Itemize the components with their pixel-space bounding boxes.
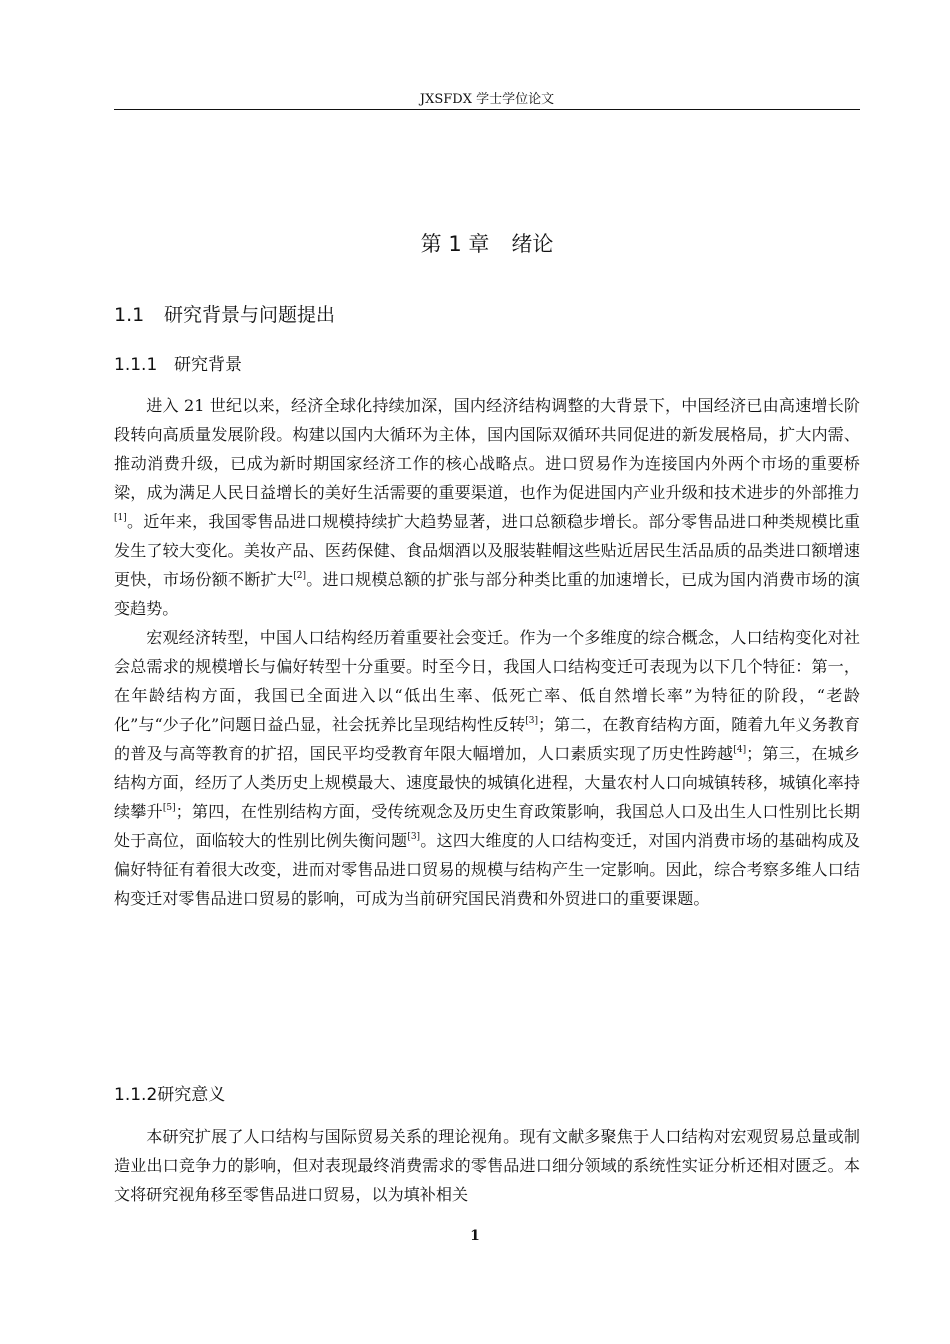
paragraph-1 bbox=[114, 391, 860, 623]
citation: [1] bbox=[114, 513, 127, 523]
paragraph-text: 本研究扩展了人口结构与国际贸易关系的理论视角。现有文献多聚焦于人口结构对宏观贸易总量或制造业出口竞争力的影响，但对表现最终消费需求的零售品进口细分领域的系统性实证分析还相对匮乏。本文将研究视角移至零售品进口贸易，以为填补相关 bbox=[114, 1127, 860, 1204]
running-header: JXSFDX 学士学位论文 bbox=[419, 92, 555, 107]
subsection-title: 研究意义 bbox=[157, 1085, 226, 1105]
header-rule bbox=[114, 109, 860, 110]
subsection-heading-background bbox=[114, 353, 242, 377]
paragraph-text: 。进口规模总额的扩张与部分种类比重的加速增长，已成为国内消费市场的演变趋势。 bbox=[114, 570, 861, 618]
chapter-number: 第 1 章 bbox=[420, 232, 490, 256]
citation: [5] bbox=[162, 803, 176, 813]
subsection-number: 1.1.2 bbox=[114, 1085, 158, 1105]
paragraph-text: 。这四大维度的人口结构变迁，对国内消费市场的基础构成及偏好特征有着很大改变，进而对零售品进口贸易的规模与结构产生一定影响。因此，综合考察多维人口结构变迁对零售品进口贸易的影响，可成为当前研究国民消费和外贸进口的重要课题。 bbox=[114, 831, 861, 908]
citation: [3] bbox=[407, 832, 421, 842]
section-title: 研究背景与问题提出 bbox=[164, 304, 336, 326]
paragraph-text: ；第四，在性别结构方面，受传统观念及历史生育政策影响，我国总人口及出生人口性别比长期处于高位，面临较大的性别比例失衡问题 bbox=[114, 802, 861, 850]
subsection-heading-significance bbox=[114, 1083, 225, 1107]
chapter-heading bbox=[114, 230, 860, 258]
citation: [2] bbox=[293, 571, 306, 581]
section-heading bbox=[114, 302, 335, 328]
subsection-title: 研究背景 bbox=[174, 355, 242, 375]
paragraph-text: ；第三，在城乡结构方面，经历了人类历史上规模最大、速度最快的城镇化进程，大量农村人口向城镇转移，城镇化率持续攀升 bbox=[114, 744, 861, 821]
page-number: 1 bbox=[470, 1228, 480, 1244]
paragraph-text: 进入 21 世纪以来，经济全球化持续加深，国内经济结构调整的大背景下，中国经济已由高速增长阶段转向高质量发展阶段。构建以国内大循环为主体，国内国际双循环共同促进的新发展格局，扩大内需、推动消费升级，已成为新时期国家经济工作的核心战略点。进口贸易作为连接国内外两个市场的重要桥梁，成为满足人民日益增长的美好生活需要的重要渠道，也作为促进国内产业升级和技术进步的外部推力 bbox=[114, 396, 860, 502]
body-block-significance bbox=[114, 1122, 860, 1209]
paragraph-2 bbox=[114, 623, 860, 913]
chapter-title: 绪论 bbox=[511, 232, 554, 256]
body-block-background bbox=[114, 391, 860, 913]
subsection-number: 1.1.1 bbox=[114, 355, 158, 375]
paragraph-text: 。近年来，我国零售品进口规模持续扩大趋势显著，进口总额稳步增长。部分零售品进口种类规模比重发生了较大变化。美妆产品、医药保健、食品烟酒以及服装鞋帽这些贴近居民生活品质的品类进口额增速更快，市场份额不断扩大 bbox=[114, 512, 860, 589]
paragraph-3 bbox=[114, 1122, 860, 1209]
citation: [4] bbox=[733, 745, 747, 755]
paragraph-text: ；第二，在教育结构方面，随着九年义务教育的普及与高等教育的扩招，国民平均受教育年限大幅增加，人口素质实现了历史性跨越 bbox=[114, 715, 861, 763]
citation: [3] bbox=[525, 716, 538, 726]
section-number: 1.1 bbox=[114, 304, 145, 326]
paragraph-text: 宏观经济转型，中国人口结构经历着重要社会变迁。作为一个多维度的综合概念，人口结构变化对社会总需求的规模增长与偏好转型十分重要。时至今日，我国人口结构变迁可表现为以下几个特征：第一，在年龄结构方面，我国已全面进入以“低出生率、低死亡率、低自然增长率”为特征的阶段，“老龄化”与“少子化”问题日益凸显，社会抚养比呈现结构性反转 bbox=[114, 628, 860, 734]
